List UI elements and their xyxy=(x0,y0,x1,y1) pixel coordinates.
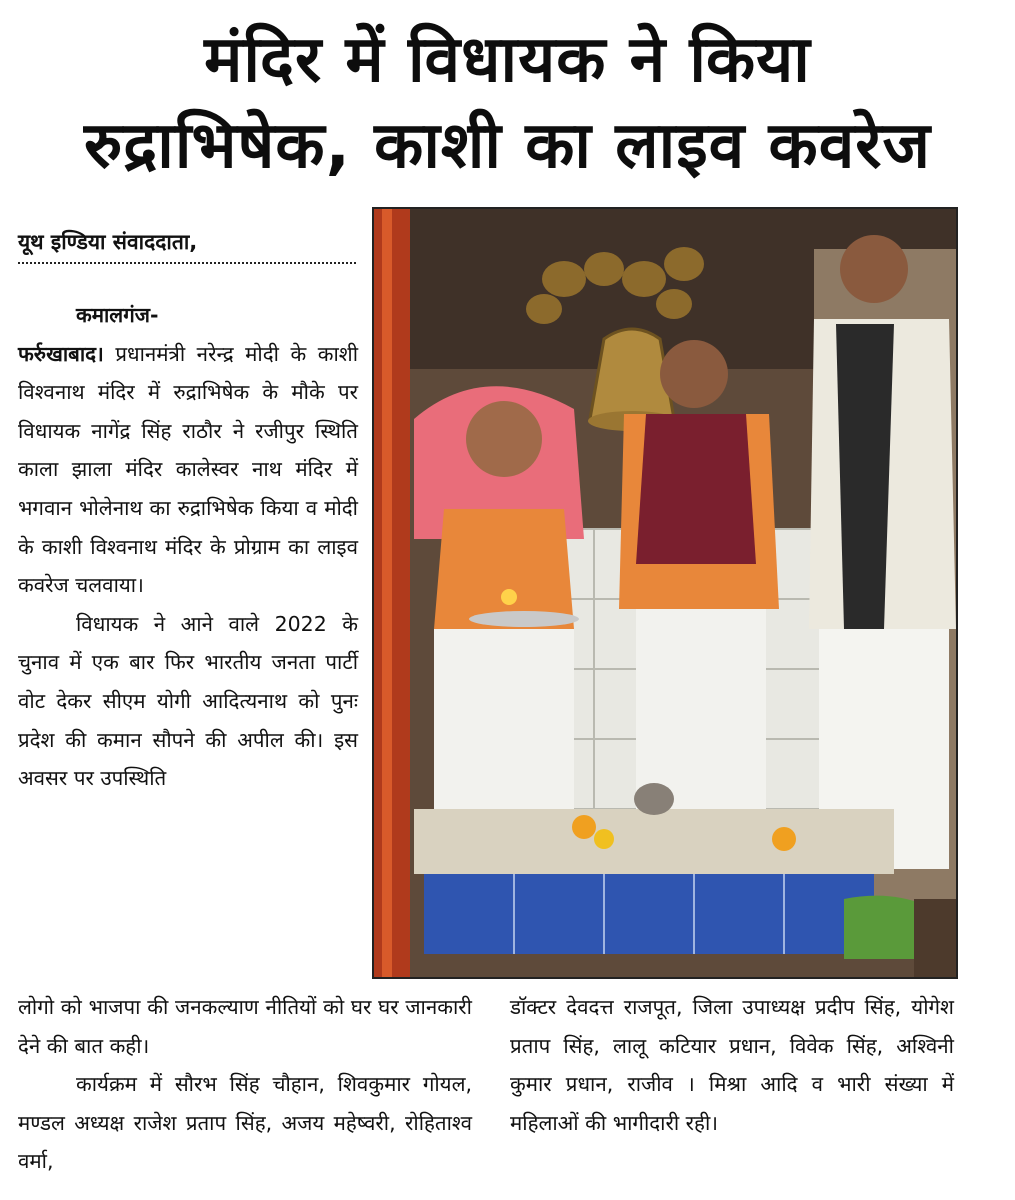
article-paragraph-2-cont: लोगो को भाजपा की जनकल्याण नीतियों को घर घर जानकारी देने की बात कही। xyxy=(18,995,472,1058)
temple-photo xyxy=(372,207,958,979)
headline-line-1: मंदिर में विधायक ने किया xyxy=(204,23,811,97)
article-paragraph-3: कार्यक्रम में सौरभ सिंह चौहान, शिवकुमार गोयल, मण्डल अध्यक्ष राजेश प्रताप सिंह, अजय महेष्वरी, रोहिताश्व वर्मा, xyxy=(18,1072,472,1174)
article-column-bottom-left xyxy=(18,988,472,1181)
dateline-place-1: कमालगंज- xyxy=(76,303,159,327)
article-paragraph-3-cont: डॉक्टर देवदत्त राजपूत, जिला उपाध्यक्ष प्रदीप सिंह, योगेश प्रताप सिंह, लालू कटियार प्रधान, विवेक सिंह, अश्विनी कुमार प्रधान, राजीव । मिश्रा आदि व भारी संख्या में महिलाओं की भागीदारी रही। xyxy=(510,995,954,1135)
dateline-place-2: फर्रुखाबाद। xyxy=(18,341,104,366)
article-paragraph-1: प्रधानमंत्री नरेन्द्र मोदी के काशी विश्वनाथ मंदिर में रुद्राभिषेक के मौके पर विधायक नागेंद्र सिंह राठौर ने रजीपुर स्थिति काला झाला मंदिर कालेस्वर नाथ मंदिर में भगवान भोलेनाथ का रुद्राभिषेक किया व मोदी के काशी विश्वनाथ मंदिर के प्रोग्राम का लाइव कवरेज चलवाया। xyxy=(18,341,358,598)
headline-line-2: रुद्राभिषेक, काशी का लाइव कवरेज xyxy=(84,109,931,183)
article-column-bottom-right xyxy=(510,988,954,1142)
article-column-left xyxy=(18,296,358,798)
byline: यूथ इण्डिया संवाददाता, xyxy=(18,228,356,264)
article-paragraph-2: विधायक ने आने वाले 2022 के चुनाव में एक बार फिर भारतीय जनता पार्टी वोट देकर सीएम योगी आदित्यनाथ को पुनः प्रदेश की कमान सौपने की अपील की। इस अवसर पर उपस्थिति xyxy=(18,611,358,791)
